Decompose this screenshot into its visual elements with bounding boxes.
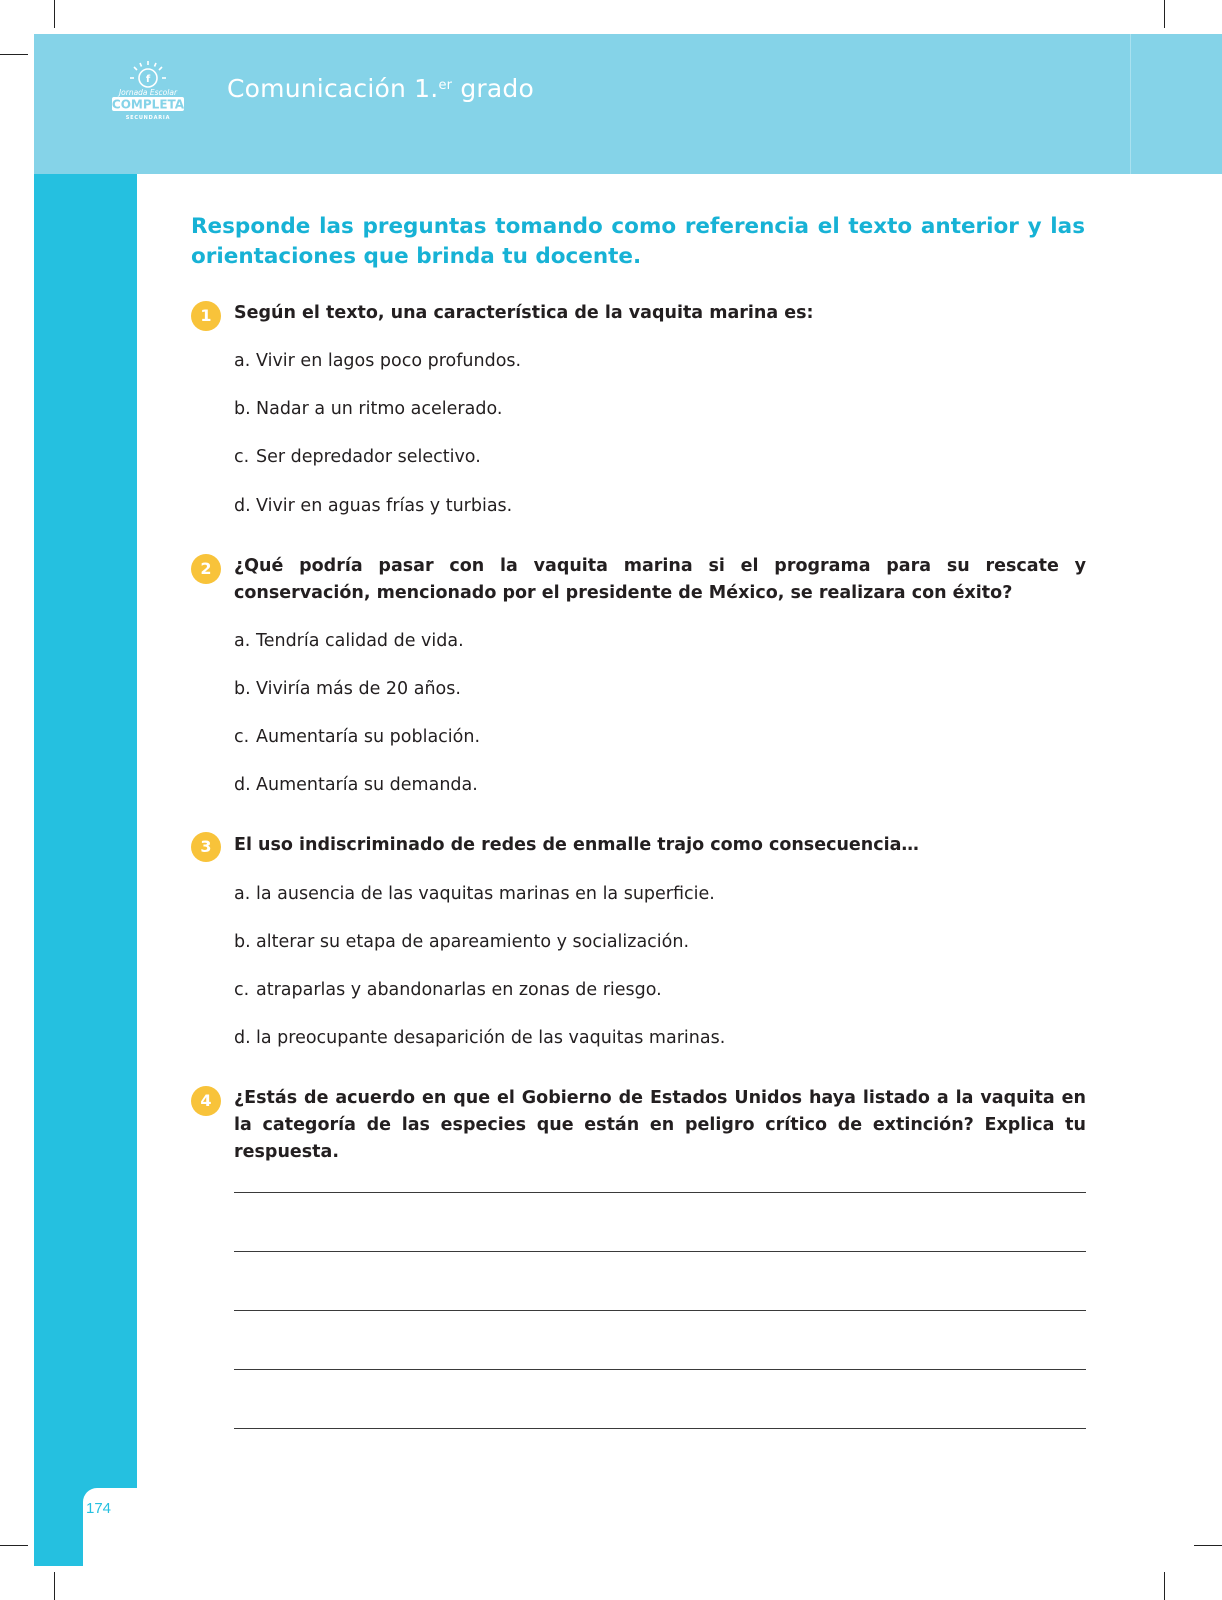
answer-writing-line[interactable] bbox=[234, 1369, 1086, 1370]
sidebar-band bbox=[34, 174, 137, 1566]
answer-option[interactable] bbox=[234, 399, 502, 419]
crop-mark bbox=[0, 54, 28, 55]
instruction-heading: Responde las preguntas tomando como referencia el texto anterior y las orientaciones que brinda tu docente. bbox=[191, 214, 1085, 269]
option-text: alterar su etapa de apareamiento y socialización. bbox=[256, 932, 690, 952]
answer-writing-line[interactable] bbox=[234, 1251, 1086, 1252]
crop-mark bbox=[1164, 1572, 1165, 1600]
option-text: Aumentaría su demanda. bbox=[256, 775, 478, 795]
answer-option[interactable] bbox=[234, 1028, 725, 1048]
page-number: 174 bbox=[86, 1500, 112, 1517]
question-text: ¿Qué podría pasar con la vaquita marina si el programa para su rescate y conservación, mencionado por el presidente de México, se realizara con éxito? bbox=[234, 556, 1086, 603]
option-text: atraparlas y abandonarlas en zonas de riesgo. bbox=[256, 980, 662, 1000]
question-number-badge: 4 bbox=[191, 1086, 221, 1116]
crop-mark bbox=[54, 0, 55, 28]
answer-option[interactable] bbox=[234, 447, 481, 467]
crop-mark bbox=[54, 1572, 55, 1600]
option-text: Tendría calidad de vida. bbox=[256, 631, 464, 651]
header-title-end: grado bbox=[452, 74, 534, 103]
header-band bbox=[34, 34, 1222, 174]
answer-option[interactable] bbox=[234, 351, 521, 371]
question-text: Según el texto, una característica de la vaquita marina es: bbox=[234, 303, 814, 323]
option-letter: a. bbox=[234, 351, 251, 371]
logo-text-bottom: SECUNDARIA bbox=[125, 115, 171, 121]
option-letter: a. bbox=[234, 884, 251, 904]
option-letter: a. bbox=[234, 631, 251, 651]
answer-option[interactable] bbox=[234, 631, 464, 651]
option-letter: b. bbox=[234, 399, 251, 419]
option-letter: c. bbox=[234, 447, 250, 467]
option-letter: b. bbox=[234, 679, 251, 699]
option-text: Vivir en lagos poco profundos. bbox=[256, 351, 522, 371]
question-number-badge: 3 bbox=[191, 832, 221, 862]
header-title-main: Comunicación 1. bbox=[227, 74, 439, 103]
option-text: Vivir en aguas frías y turbias. bbox=[256, 496, 513, 516]
option-text: Ser depredador selectivo. bbox=[256, 447, 481, 467]
question-number-badge: 1 bbox=[191, 301, 221, 331]
question-text: El uso indiscriminado de redes de enmalle trajo como consecuencia… bbox=[234, 835, 919, 855]
option-text: Viviría más de 20 años. bbox=[256, 679, 461, 699]
option-letter: c. bbox=[234, 980, 250, 1000]
header-divider bbox=[1130, 34, 1131, 174]
crop-mark bbox=[1164, 0, 1165, 28]
option-text: la ausencia de las vaquitas marinas en la superficie. bbox=[256, 884, 715, 904]
crop-mark bbox=[0, 1545, 28, 1546]
svg-text:f: f bbox=[145, 74, 151, 85]
option-letter: d. bbox=[234, 775, 251, 795]
header-title-sup: er bbox=[438, 78, 453, 93]
option-text: Aumentaría su población. bbox=[256, 727, 481, 747]
logo-text-top: Jornada Escolar bbox=[118, 88, 178, 97]
option-letter: c. bbox=[234, 727, 250, 747]
header-title bbox=[227, 74, 534, 103]
answer-option[interactable] bbox=[234, 727, 480, 747]
question-number-badge: 2 bbox=[191, 554, 221, 584]
logo-text-main: COMPLETA bbox=[111, 97, 185, 112]
option-letter: d. bbox=[234, 496, 251, 516]
jornada-completa-logo bbox=[108, 58, 188, 124]
answer-writing-line[interactable] bbox=[234, 1192, 1086, 1193]
answer-option[interactable] bbox=[234, 932, 689, 952]
crop-mark bbox=[1194, 1545, 1222, 1546]
answer-option[interactable] bbox=[234, 679, 461, 699]
answer-writing-line[interactable] bbox=[234, 1428, 1086, 1429]
option-letter: b. bbox=[234, 932, 251, 952]
answer-writing-line[interactable] bbox=[234, 1310, 1086, 1311]
option-text: la preocupante desaparición de las vaquitas marinas. bbox=[256, 1028, 726, 1048]
answer-option[interactable] bbox=[234, 884, 715, 904]
option-text: Nadar a un ritmo acelerado. bbox=[256, 399, 503, 419]
option-letter: d. bbox=[234, 1028, 251, 1048]
answer-option[interactable] bbox=[234, 980, 662, 1000]
question-text: ¿Estás de acuerdo en que el Gobierno de Estados Unidos haya listado a la vaquita en la categoría de las especies que están en peligro crítico de extinción? Explica tu respuesta. bbox=[234, 1088, 1086, 1162]
answer-option[interactable] bbox=[234, 775, 478, 795]
answer-option[interactable] bbox=[234, 496, 512, 516]
